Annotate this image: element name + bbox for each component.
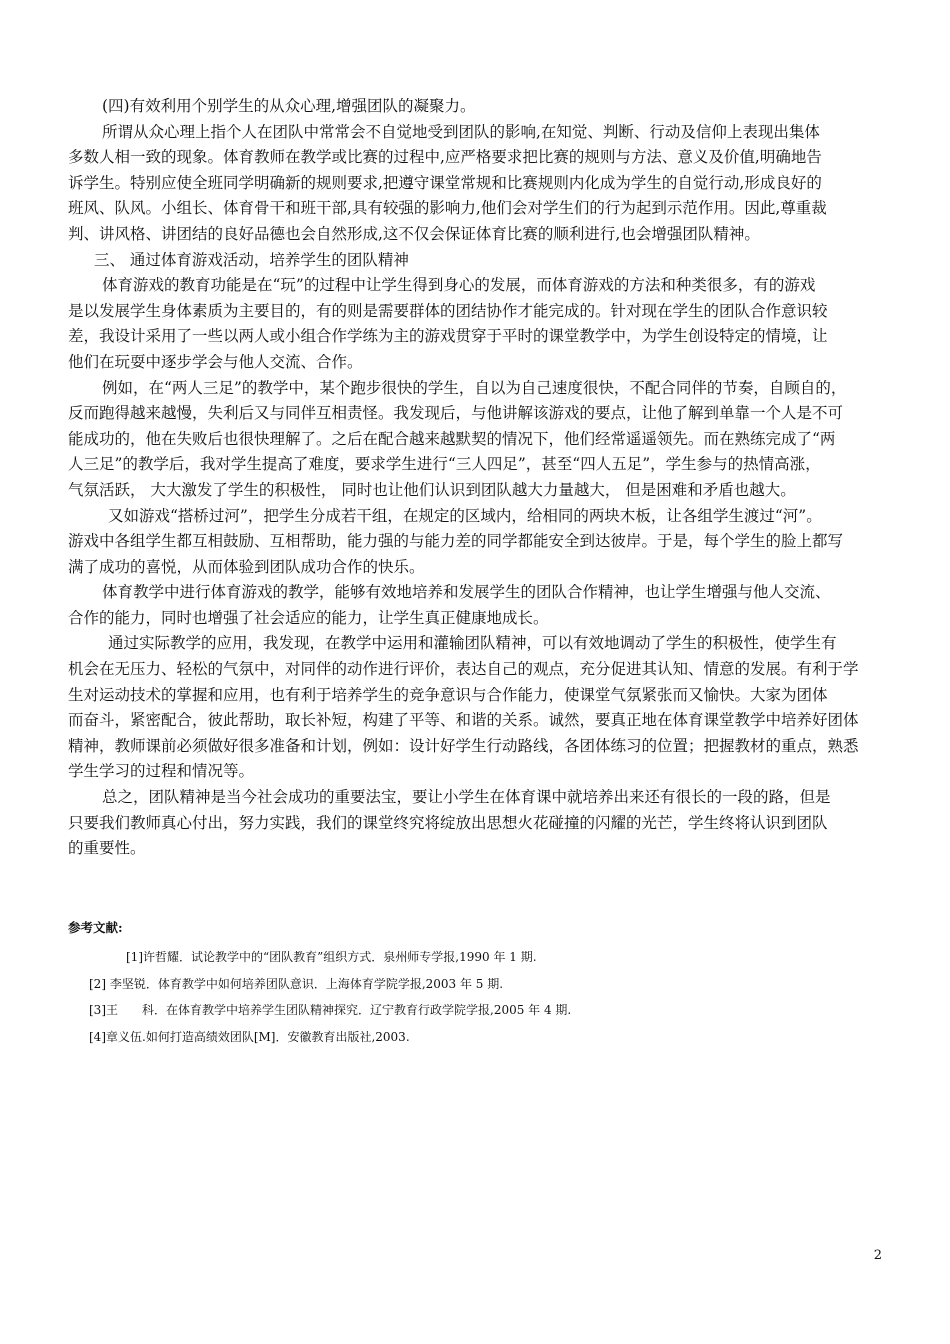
text-line: 班风、队风。小组长、体育骨干和班干部,具有较强的影响力,他们会对学生们的行为起到示范作用。因此,尊重裁 [68,199,827,218]
text-line: 例如，在“两人三足”的教学中，某个跑步很快的学生，自以为自己速度很快，不配合同伴的节奏，自顾自的， [102,378,847,397]
paragraph-conformity [68,120,885,248]
paragraph-conclusion [68,785,885,862]
text-line: 体育教学中进行体育游戏的教学，能够有效地培养和发展学生的团队合作精神，也让学生增强与他人交流、 [102,583,831,602]
text-line: 所谓从众心理上指个人在团队中常常会不自觉地受到团队的影响,在知觉、判断、行动及信仰上表现出集体 [102,122,820,141]
text-line: 差，我设计采用了一些以两人或小组合作学练为主的游戏贯穿于平时的课堂教学中，为学生创设特定的情境，让 [68,327,828,346]
reference-item: [3]王 科．在体育教学中培养学生团队精神探究．辽宁教育行政学院学报,2005 年 4 期. [89,1003,572,1018]
references-title: 参考文献: [68,920,123,935]
text-line: 能成功的，他在失败后也很快理解了。之后在配合越来越默契的情况下，他们经常遥遥领先。而在熟练完成了“两 [68,429,836,448]
reference-item: [1]许哲耀．试论教学中的“团队教育”组织方式．泉州师专学报,1990 年 1 期. [126,950,537,964]
text-line: 又如游戏“搭桥过河”，把学生分成若干组，在规定的区域内，给相同的两块木板，让各组学生渡过“河”。 [108,506,822,525]
paragraph-game-function [68,273,885,375]
text-line: 他们在玩耍中逐步学会与他人交流、合作。 [68,352,363,371]
text-line: 总之，团队精神是当今社会成功的重要法宝，要让小学生在体育课中就培养出来还有很长的一段的路，但是 [102,788,831,807]
text-line: 判、讲风格、讲团结的良好品德也会自然形成,这不仅会保证体育比赛的顺利进行,也会增强团队精神。 [68,224,760,243]
text-line: 只要我们教师真心付出，努力实践，我们的课堂终究将绽放出思想火花碰撞的闪耀的光芒，学生终将认识到团队 [68,813,828,832]
text-line: 游戏中各组学生都互相鼓励、互相帮助，能力强的与能力差的同学都能安全到达彼岸。于是，每个学生的脸上都写 [68,532,844,551]
page-number: 2 [873,1248,882,1263]
section-heading: 三、 通过体育游戏活动，培养学生的团队精神 [94,250,409,269]
paragraph-practice [68,631,885,785]
subsection-heading: (四)有效利用个别学生的从众心理,增强团队的凝聚力。 [102,97,476,115]
text-line: 气氛活跃， 大大激发了学生的积极性， 同时也让他们认识到团队越大力量越大， 但是困难和矛盾也越大。 [68,480,796,499]
text-line: 精神，教师课前必须做好很多准备和计划，例如：设计好学生行动路线，各团体练习的位置；把握教材的重点，熟悉 [68,736,859,755]
text-line: 机会在无压力、轻松的气氛中，对同伴的动作进行评价，表达自己的观点，充分促进其认知、情意的发展。有利于学 [68,660,859,679]
text-line: 通过实际教学的应用，我发现，在教学中运用和灌输团队精神，可以有效地调动了学生的积极性，使学生有 [108,634,837,653]
text-line: 生对运动技术的掌握和应用，也有利于培养学生的竞争意识与合作能力，使课堂气氛紧张而又愉快。大家为团体 [68,685,828,704]
text-line: 学生学习的过程和情况等。 [68,762,255,781]
document-body [68,94,885,862]
text-line: 诉学生。特别应使全班同学明确新的规则要求,把遵守课堂常规和比赛规则内化成为学生的自觉行动,形成良好的 [68,173,822,192]
reference-item: [2] 李坚锐．体育教学中如何培养团队意识．上海体育学院学报,2003 年 5 期. [89,976,504,991]
paragraph-example-three-legs [68,376,885,504]
reference-item: [4]章义伍.如何打造高绩效团队[M]．安徽教育出版社,2003. [89,1030,410,1045]
text-line: 是以发展学生身体素质为主要目的，有的则是需要群体的团结协作才能完成的。针对现在学生的团队合作意识较 [68,301,828,320]
text-line: 多数人相一致的现象。体育教师在教学或比赛的过程中,应严格要求把比赛的规则与方法、意义及价值,明确地告 [68,148,822,167]
text-line: 体育游戏的教育功能是在“玩”的过程中让学生得到身心的发展，而体育游戏的方法和种类很多，有的游戏 [102,276,816,295]
paragraph-example-bridge [68,504,885,581]
text-line: 反而跑得越来越慢，失利后又与同伴互相责怪。我发现后，与他讲解该游戏的要点，让他了解到单靠一个人是不可 [68,404,844,423]
text-line: 人三足”的教学后，我对学生提高了难度，要求学生进行“三人四足”，甚至“四人五足”，学生参与的热情高涨， [68,455,821,474]
text-line: 合作的能力，同时也增强了社会适应的能力，让学生真正健康地成长。 [68,608,549,627]
text-line: 满了成功的喜悦，从而体验到团队成功合作的快乐。 [68,557,425,576]
text-line: 的重要性。 [68,839,146,858]
paragraph-game-teaching [68,580,885,631]
references-section [68,918,885,1051]
text-line: 而奋斗，紧密配合，彼此帮助，取长补短，构建了平等、和谐的关系。诚然，要真正地在体育课堂教学中培养好团体 [68,711,859,730]
